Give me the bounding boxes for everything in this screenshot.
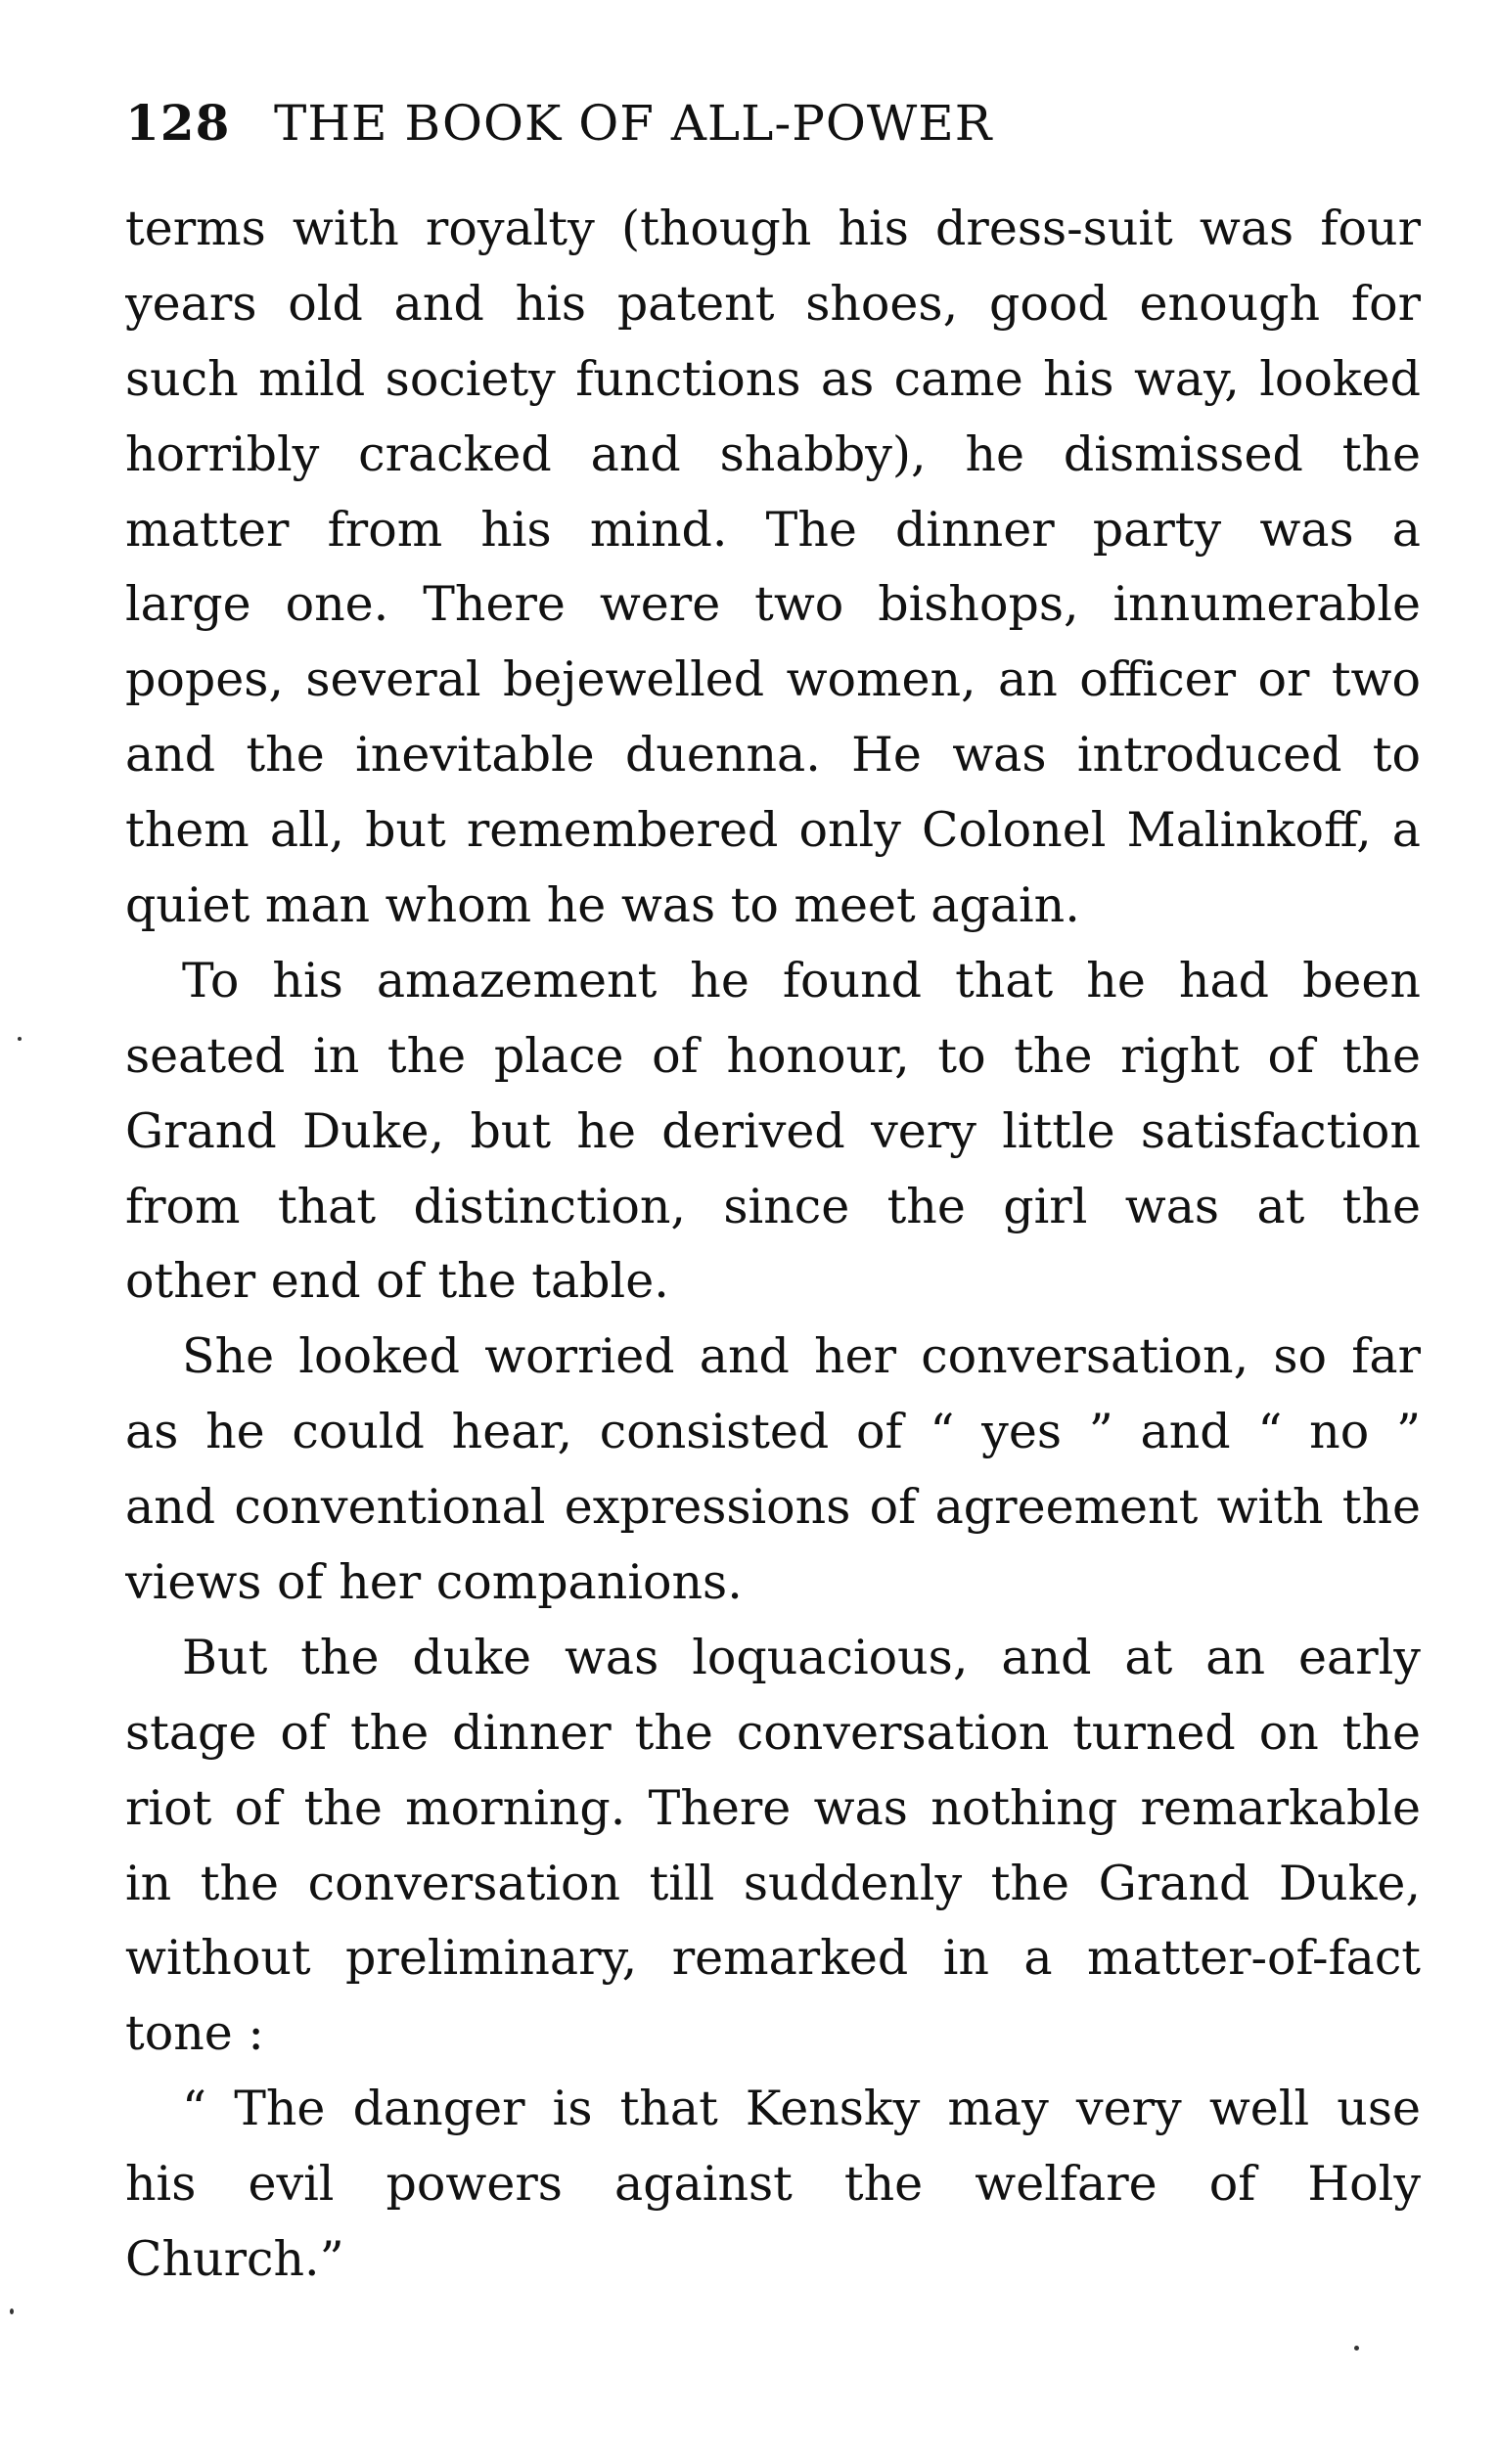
page-number: 128: [125, 94, 231, 152]
text-line: To his amazement he found that he had been: [182, 952, 1421, 1008]
scan-speck: [1354, 2346, 1359, 2351]
text-line: matter from his mind. The dinner party was a: [125, 501, 1421, 558]
text-line: them all, but remembered only Colonel Malinkoff, a: [125, 802, 1421, 859]
text-line: She looked worried and her conversation, so far: [182, 1328, 1421, 1385]
body-text: [125, 192, 1421, 2298]
text-line: stage of the dinner the conversation turned on the: [125, 1704, 1421, 1761]
scan-speck: [10, 2308, 14, 2314]
text-line: popes, several bejewelled women, an officer or two: [125, 651, 1421, 708]
text-line: seated in the place of honour, to the right of the: [125, 1027, 1421, 1084]
text-line: from that distinction, since the girl was at the: [125, 1178, 1421, 1234]
text-line: riot of the morning. There was nothing remarkable: [125, 1779, 1421, 1836]
text-line: other end of the table.: [125, 1253, 669, 1310]
text-line: and the inevitable duenna. He was introduced to: [125, 727, 1421, 784]
scan-speck: [18, 1037, 22, 1041]
text-line: years old and his patent shoes, good enough for: [125, 275, 1421, 332]
text-line: quiet man whom he was to meet again.: [125, 877, 1080, 934]
text-line: and conventional expressions of agreement with the: [125, 1479, 1421, 1536]
text-line: horribly cracked and shabby), he dismissed the: [125, 426, 1421, 482]
text-line: his evil powers against the welfare of Holy: [125, 2156, 1421, 2213]
text-line: without preliminary, remarked in a matter-of-fact: [125, 1930, 1421, 1987]
running-head: [125, 84, 1417, 162]
text-line: as he could hear, consisted of “ yes ” and “ no ”: [125, 1404, 1421, 1460]
text-line: in the conversation till suddenly the Grand Duke,: [125, 1855, 1421, 1911]
text-line: Grand Duke, but he derived very little satisfaction: [125, 1102, 1421, 1159]
text-line: views of her companions.: [125, 1554, 743, 1611]
text-line: “ The danger is that Kensky may very well use: [182, 2081, 1421, 2137]
text-line: terms with royalty (though his dress-suit was four: [125, 201, 1421, 256]
running-title: THE BOOK OF ALL-POWER: [274, 95, 993, 152]
text-line: Church.”: [125, 2231, 344, 2288]
text-line: tone :: [125, 2005, 264, 2062]
text-line: But the duke was loquacious, and at an early: [182, 1629, 1421, 1685]
text-line: such mild society functions as came his way, looked: [125, 350, 1421, 407]
text-line: large one. There were two bishops, innumerable: [125, 576, 1421, 633]
